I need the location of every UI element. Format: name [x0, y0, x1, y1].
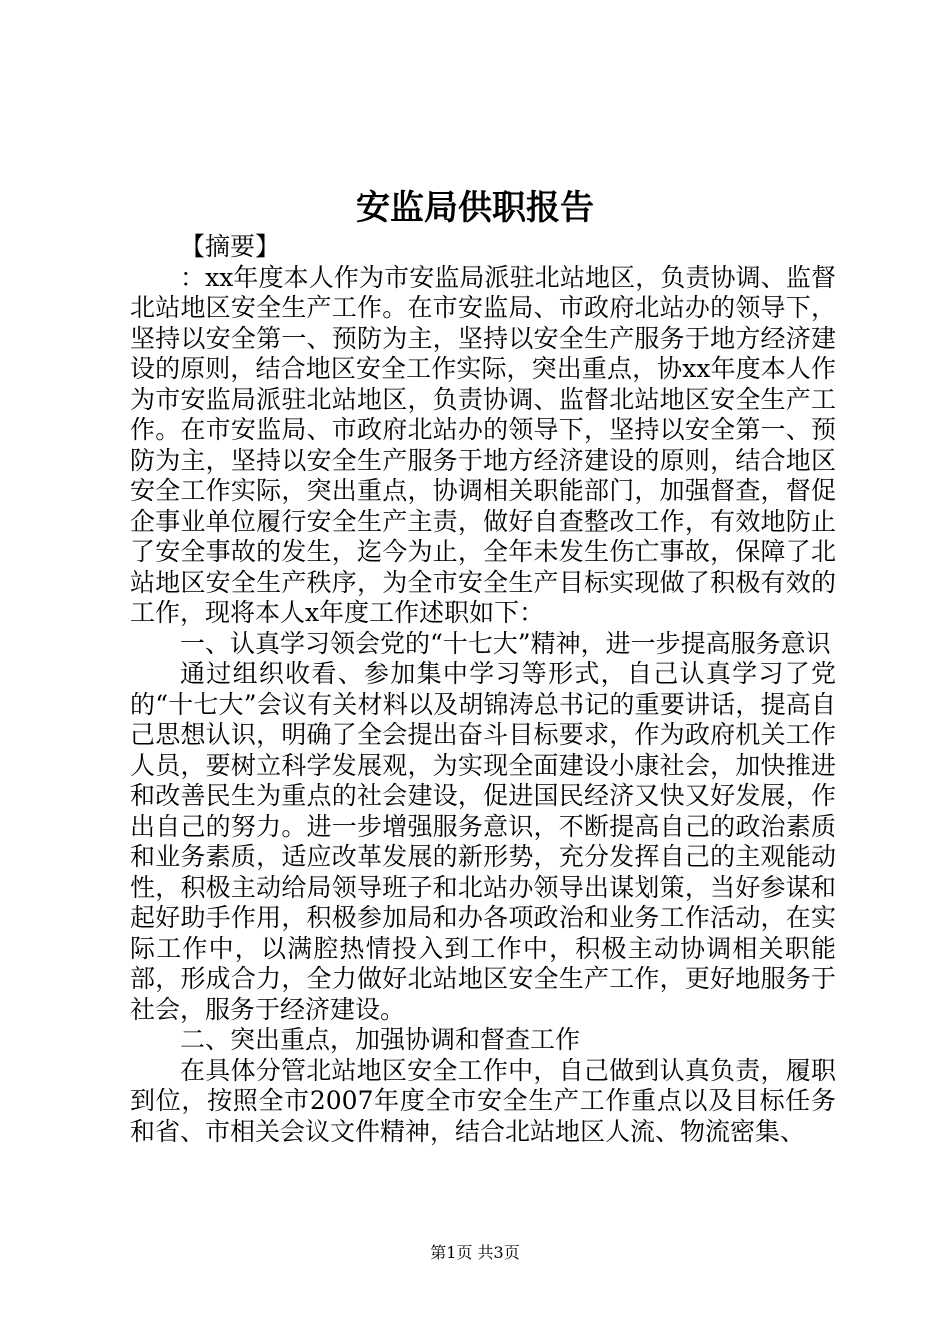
abstract-heading: 【摘要】 — [180, 232, 281, 261]
section-heading-1: 一、认真学习领会党的“十七大”精神，进一步提高服务意识 — [180, 628, 831, 658]
abstract-paragraph: ：xx年度本人作为市安监局派驻北站地区，负责协调、监督北站地区安全生产工作。在市安监局、市政府北站办的领导下，坚持以安全第一、预防为主，坚持以安全生产服务于地方经济建设的原则，结合地区安全工作实际，突出重点，协xx年度本人作为市安监局派驻北站地区，负责协调、监督北站地区安全生产工作。在市安监局、市政府北站办的领导下，坚持以安全第一、预防为主，坚持以安全生产服务于地方经济建设的原则，结合地区安全工作实际，突出重点，协调相关职能部门，加强督查，督促企事业单位履行安全生产主责，做好自查整改工作，有效地防止了安全事故的发生，迄今为止，全年未发生伤亡事故，保障了北站地区安全生产秩序，为全市安全生产目标实现做了积极有效的工作，现将本人x年度工作述职如下： — [130, 262, 836, 627]
page-footer: 第1页 共3页 — [430, 1243, 520, 1262]
section-heading-2: 二、突出重点，加强协调和督查工作 — [180, 1025, 581, 1054]
section-paragraph-2: 在具体分管北站地区安全工作中，自己做到认真负责，履职到位，按照全市2007年度全市安全生产工作重点以及目标任务和省、市相关会议文件精神，结合北站地区人流、物流密集、 — [130, 1055, 836, 1146]
section-paragraph-1: 通过组织收看、参加集中学习等形式，自己认真学习了党的“十七大”会议有关材料以及胡锦涛总书记的重要讲话，提高自己思想认识，明确了全会提出奋斗目标要求，作为政府机关工作人员，要树立科学发展观，为实现全面建设小康社会，加快推进和改善民生为重点的社会建设，促进国民经济又快又好发展，作出自己的努力。进一步增强服务意识，不断提高自己的政治素质和业务素质，适应改革发展的新形势，充分发挥自己的主观能动性，积极主动给局领导班子和北站办领导出谋划策，当好参谋和起好助手作用，积极参加局和办各项政治和业务工作活动，在实际工作中，以满腔热情投入到工作中，积极主动协调相关职能部，形成合力，全力做好北站地区安全生产工作，更好地服务于社会，服务于经济建设。 — [130, 659, 836, 1024]
document-title: 安监局供职报告 — [356, 188, 594, 228]
document-body — [130, 232, 836, 1147]
